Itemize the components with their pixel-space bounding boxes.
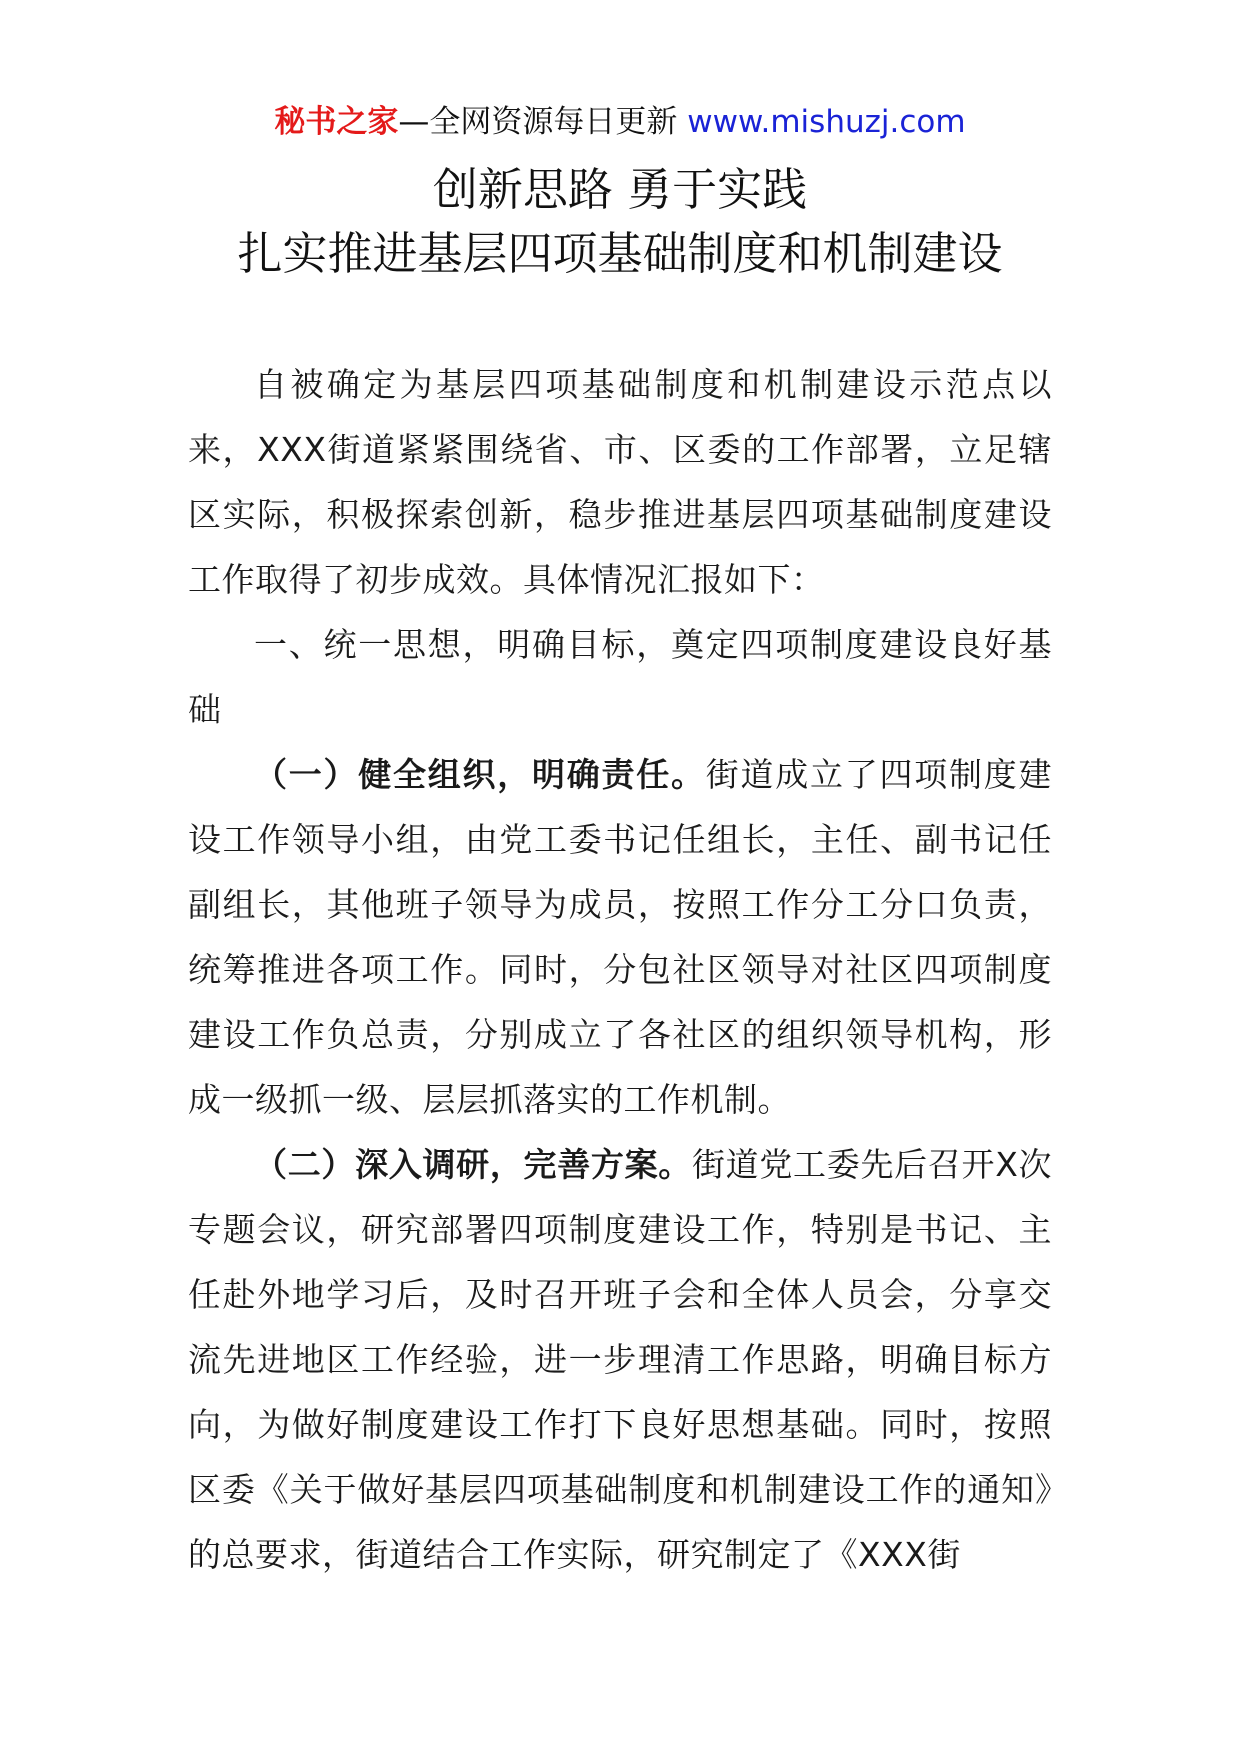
item-paragraph-2 xyxy=(188,1132,1052,1587)
item-paragraph-1 xyxy=(188,742,1052,1132)
site-header xyxy=(0,102,1240,142)
section-heading-1: 一、统一思想，明确目标，奠定四项制度建设良好基础 xyxy=(188,625,1052,729)
intro-paragraph: 自被确定为基层四项基础制度和机制建设示范点以来，XXX街道紧紧围绕省、市、区委的工作部署，立足辖区实际，积极探索创新，稳步推进基层四项基础制度建设工作取得了初步成效。具体情况汇报如下： xyxy=(188,365,1052,599)
item-1-lead: （一）健全组织，明确责任。 xyxy=(254,755,706,794)
brand-name: 秘书之家 xyxy=(274,104,399,140)
item-2-text: 街道党工委先后召开X次专题会议，研究部署四项制度建设工作，特别是书记、主任赴外地学习后，及时召开班子会和全体人员会，分享交流先进地区工作经验，进一步理清工作思路，明确目标方向，为做好制度建设工作打下良好思想基础。同时，按照区委《关于做好基层四项基础制度和机制建设工作的通知》的总要求，街道结合工作实际，研究制定了《XXX街 xyxy=(188,1145,1053,1574)
site-url-link[interactable]: www.mishuzj.com xyxy=(687,104,966,140)
item-1-text: 街道成立了四项制度建设工作领导小组，由党工委书记任组长，主任、副书记任副组长，其他班子领导为成员，按照工作分工分口负责，统筹推进各项工作。同时，分包社区领导对社区四项制度建设工作负总责，分别成立了各社区的组织领导机构，形成一级抓一级、层层抓落实的工作机制。 xyxy=(188,755,1052,1119)
document-title-line-1: 创新思路 勇于实践 xyxy=(432,163,808,216)
item-2-lead: （二）深入调研，完善方案。 xyxy=(254,1145,692,1184)
document-body xyxy=(188,352,1052,1587)
document-title-line-2: 扎实推进基层四项基础制度和机制建设 xyxy=(237,227,1003,280)
header-tagline: —全网资源每日更新 xyxy=(398,104,678,140)
